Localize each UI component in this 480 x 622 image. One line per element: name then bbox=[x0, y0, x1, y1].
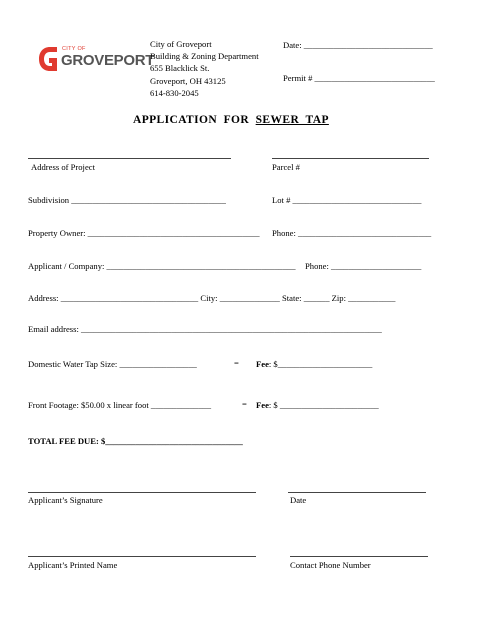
address-of-project-label: Address of Project bbox=[31, 162, 95, 172]
printed-name-line[interactable] bbox=[28, 556, 256, 557]
logo-large-text: GROVEPORT bbox=[61, 52, 155, 69]
applicant-phone-field[interactable]: Phone: _____________________ bbox=[305, 261, 422, 271]
page-title bbox=[133, 114, 329, 126]
contact-phone-line[interactable] bbox=[290, 556, 428, 557]
department-address-block bbox=[150, 38, 259, 99]
parcel-line[interactable] bbox=[272, 158, 429, 159]
applicant-address-field[interactable]: Address: ________________________________ City: ______________ State: ______ Zip: ___________ bbox=[28, 293, 396, 303]
total-fee-due-field[interactable]: TOTAL FEE DUE: $________________________________ bbox=[28, 436, 243, 446]
property-owner-phone-field[interactable]: Phone: _______________________________ bbox=[272, 228, 432, 238]
logo-small-text: CITY OF bbox=[62, 46, 86, 52]
fee-label: Fee bbox=[256, 359, 269, 369]
fee-blank: : $______________________ bbox=[268, 359, 373, 369]
equals-sign: = bbox=[242, 399, 247, 409]
title-prefix: APPLICATION FOR bbox=[133, 114, 256, 126]
domestic-fee-field[interactable] bbox=[256, 359, 372, 369]
subdivision-field[interactable]: Subdivision ____________________________________ bbox=[28, 195, 226, 205]
parcel-label: Parcel # bbox=[272, 162, 300, 172]
city-of-groveport-logo bbox=[38, 44, 155, 74]
lot-field[interactable]: Lot # ______________________________ bbox=[272, 195, 422, 205]
signature-date-line[interactable] bbox=[288, 492, 426, 493]
address-line: 655 Blacklick St. bbox=[150, 63, 210, 74]
equals-sign: = bbox=[234, 358, 239, 368]
applicant-company-field[interactable]: Applicant / Company: ____________________________________________ bbox=[28, 261, 296, 271]
printed-name-label: Applicant’s Printed Name bbox=[28, 560, 118, 570]
applicant-signature-line[interactable] bbox=[28, 492, 256, 493]
address-line: Groveport, OH 43125 bbox=[150, 75, 226, 86]
domestic-water-tap-size-field[interactable]: Domestic Water Tap Size: __________________ bbox=[28, 359, 197, 369]
title-sewer-tap: SEWER TAP bbox=[255, 114, 329, 126]
date-field[interactable]: Date: ______________________________ bbox=[283, 40, 433, 50]
address-of-project-line[interactable] bbox=[28, 158, 231, 159]
fee-blank: : $ _______________________ bbox=[268, 400, 379, 410]
address-line: 614-830-2045 bbox=[150, 87, 199, 98]
address-line: City of Groveport bbox=[150, 39, 212, 49]
permit-number-field[interactable]: Permit # ____________________________ bbox=[283, 73, 435, 83]
front-footage-fee-field[interactable] bbox=[256, 400, 379, 410]
signature-date-label: Date bbox=[290, 495, 307, 505]
contact-phone-label: Contact Phone Number bbox=[290, 560, 371, 570]
applicant-signature-label: Applicant’s Signature bbox=[28, 495, 103, 505]
front-footage-field[interactable]: Front Footage: $50.00 x linear foot ______________ bbox=[28, 400, 212, 410]
property-owner-field[interactable]: Property Owner: ________________________________________ bbox=[28, 228, 260, 238]
fee-label: Fee bbox=[256, 400, 269, 410]
address-line: Building & Zoning Department bbox=[150, 51, 259, 62]
email-address-field[interactable]: Email address: ______________________________________________________________________ bbox=[28, 324, 382, 334]
